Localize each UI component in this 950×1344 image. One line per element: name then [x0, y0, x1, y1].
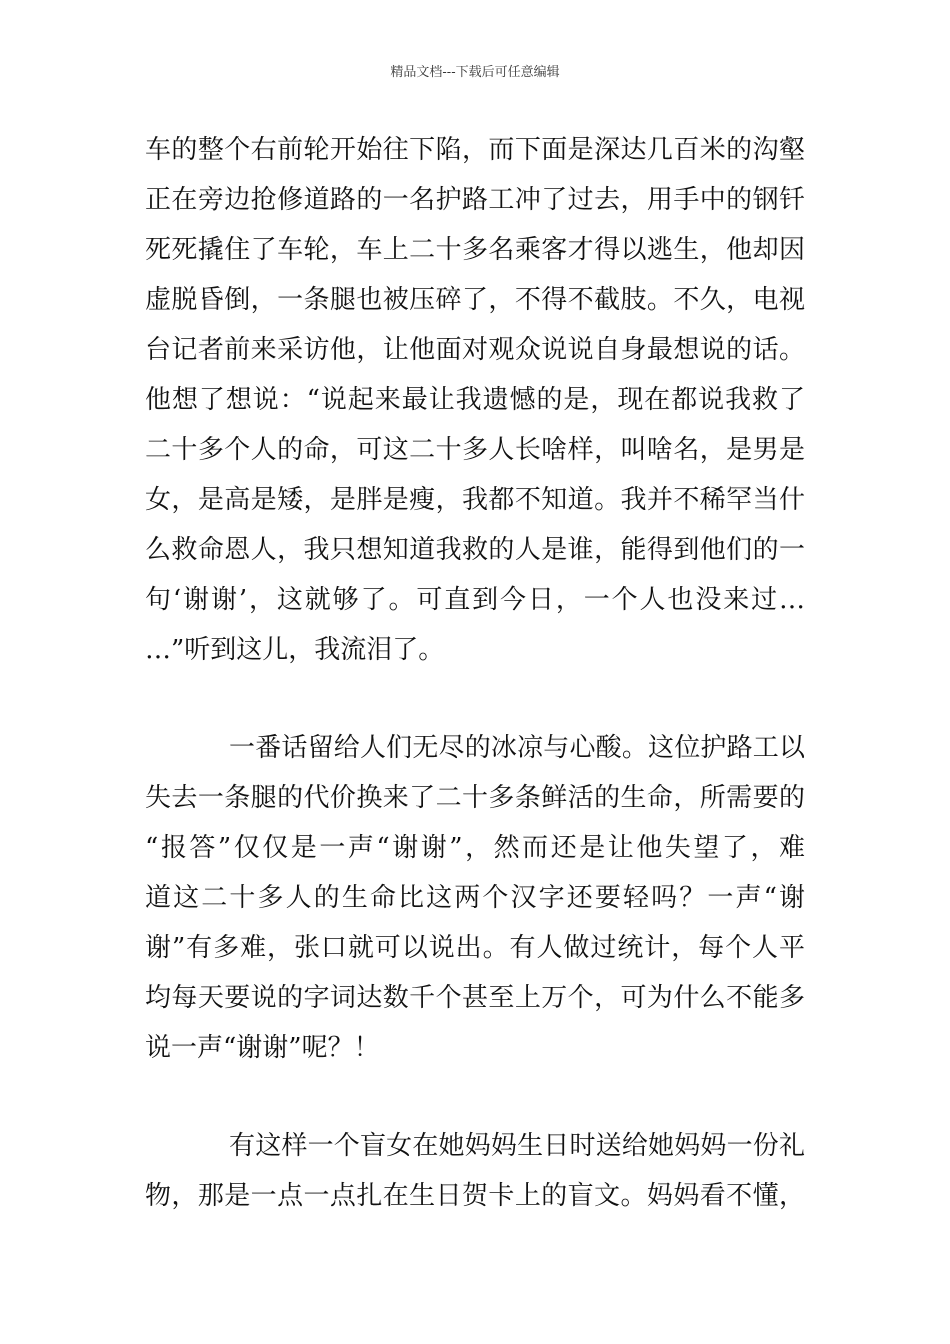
paragraph-1-line-8: 女，是高是矮，是胖是瘦，我都不知道。我并不稀罕当什	[145, 485, 805, 515]
page-header: 精品文档---下载后可任意编辑	[390, 65, 560, 80]
paragraph-1-line-3: 死死撬住了车轮，车上二十多名乘客才得以逃生，他却因	[145, 235, 805, 265]
paragraph-1-line-11: …”听到这儿，我流泪了。	[145, 635, 445, 665]
paragraph-1-line-9: 么救命恩人，我只想知道我救的人是谁，能得到他们的一	[145, 535, 805, 565]
paragraph-1-line-2: 正在旁边抢修道路的一名护路工冲了过去，用手中的钢钎	[145, 185, 805, 215]
paragraph-2-line-5: 谢”有多难，张口就可以说出。有人做过统计，每个人平	[145, 933, 805, 963]
paragraph-3-line-1: 有这样一个盲女在她妈妈生日时送给她妈妈一份礼	[229, 1131, 805, 1161]
paragraph-1-line-5: 台记者前来采访他，让他面对观众说说自身最想说的话。	[145, 335, 805, 365]
paragraph-3-line-2: 物，那是一点一点扎在生日贺卡上的盲文。妈妈看不懂，	[145, 1181, 805, 1211]
paragraph-1-line-4: 虚脱昏倒，一条腿也被压碎了，不得不截肢。不久，电视	[145, 285, 805, 315]
paragraph-1-line-1: 车的整个右前轮开始往下陷，而下面是深达几百米的沟壑	[145, 135, 805, 165]
paragraph-2-line-7: 说一声“谢谢”呢？！	[145, 1033, 380, 1063]
paragraph-2-line-4: 道这二十多人的生命比这两个汉字还要轻吗？一声“谢	[145, 883, 805, 913]
paragraph-2-line-3: “报答”仅仅是一声“谢谢”，然而还是让他失望了，难	[145, 833, 805, 863]
paragraph-1-line-7: 二十多个人的命，可这二十多人长啥样，叫啥名，是男是	[145, 435, 805, 465]
paragraph-2-line-1: 一番话留给人们无尽的冰凉与心酸。这位护路工以	[229, 733, 805, 763]
paragraph-1-line-6: 他想了想说：“说起来最让我遗憾的是，现在都说我救了	[145, 385, 805, 415]
paragraph-2-line-6: 均每天要说的字词达数千个甚至上万个，可为什么不能多	[145, 983, 805, 1013]
paragraph-2-line-2: 失去一条腿的代价换来了二十多条鲜活的生命，所需要的	[145, 783, 805, 813]
paragraph-1-line-10: 句‘谢谢’，这就够了。可直到今日，一个人也没来过…	[145, 585, 805, 615]
